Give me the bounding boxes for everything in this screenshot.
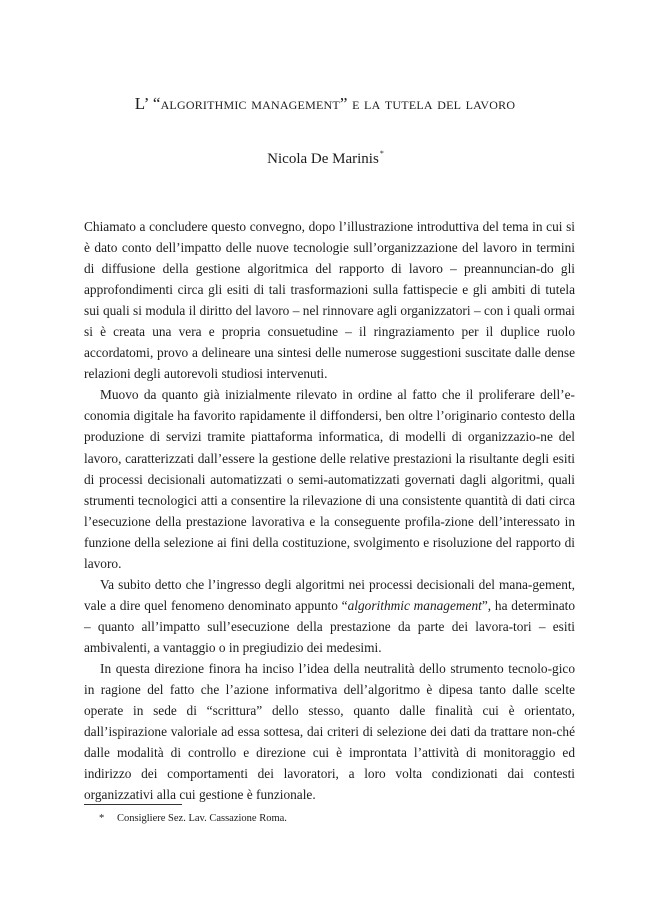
author-name: Nicola De Marinis (267, 151, 379, 167)
body-text (84, 216, 575, 805)
paragraph-4: In questa direzione finora ha inciso l’idea della neutralità dello strumento tecnolo-gico in ragione del fatto che l’azione informativa dell’algoritmo è dipesa tanto dalle scelte operate in sede di “scrittura” dello stesso, quanto dalle finalità cui è orientato, dall’ispirazione valoriale ad essa sottesa, dai criteri di selezione dei dati da trattare non-ché dalle modalità di controllo e direzione cui è improntata l’attività di monitoraggio ed indirizzo dei comportamenti dei lavoratori, a loro volta condizionati dai contesti organizzativi alla cui gestione è funzionale. (84, 660, 575, 803)
paragraph-3 (84, 574, 575, 658)
author-line (0, 151, 650, 168)
paragraph-2: Muovo da quanto già inizialmente rilevato in ordine al fatto che il proliferare dell’e-conomia digitale ha favorito rapidamente il diffondersi, ben oltre l’originario contesto della produzione di servizi tramite piattaforma informatica, di modelli di organizzazio-ne del lavoro, caratterizzati dall’essere la gestione delle relative prestazioni la risultante degli esiti di processi decisionali automatizzati o semi-automatizzati governati dagli algoritmi, quali strumenti tecnologici atti a consentire la rilevazione di una consistente quantità di dati circa l’esecuzione della prestazione lavorativa e la conseguente profila-zione dell’interessato in funzione della selezione ai fini della costituzione, svolgimento e risoluzione del rapporto di lavoro. (84, 387, 575, 571)
paragraph-3-text-start: Va subito detto che l’ingresso degli algoritmi nei processi decisionali del mana-gement, vale a dire quel fenomeno denominato appunto “ (84, 576, 575, 613)
paragraph-3-text-end: ”, ha determinato – quanto all’impatto sull’esecuzione della prestazione da parte dei lavora-tori – esiti ambivalenti, a vantaggio o in pregiudizio dei medesimi. (84, 597, 576, 655)
footnote-divider (84, 804, 182, 805)
footnote-text: Consigliere Sez. Lav. Cassazione Roma. (117, 813, 287, 824)
author-footnote-mark: * (379, 149, 384, 158)
paragraph-1: Chiamato a concludere questo convegno, dopo l’illustrazione introduttiva del tema in cui si è dato conto dell’impatto delle nuove tecnologie sull’organizzazione del lavoro in termini di diffusione della gestione algoritmica del rapporto di lavoro – preannuncian-do gli approfondimenti circa gli esiti di tali trasformazioni sulla fattispecie e gli ambiti di tutela sui quali si modula il diritto del lavoro – nel rinnovare agli organizzatori – con i quali ormai si è creata una vera e propria consuetudine – il ringraziamento per il duplice ruolo accordatomi, provo a delineare una sintesi delle numerose suggestioni suscitate dalle dense relazioni degli autorevoli studiosi intervenuti. (84, 219, 575, 382)
algorithmic-management-term: algorithmic management (347, 597, 482, 613)
footnote-mark: * (99, 813, 105, 824)
paper-title: L’ “algorithmic management” e la tutela del lavoro (134, 94, 516, 113)
footnote (99, 812, 287, 826)
